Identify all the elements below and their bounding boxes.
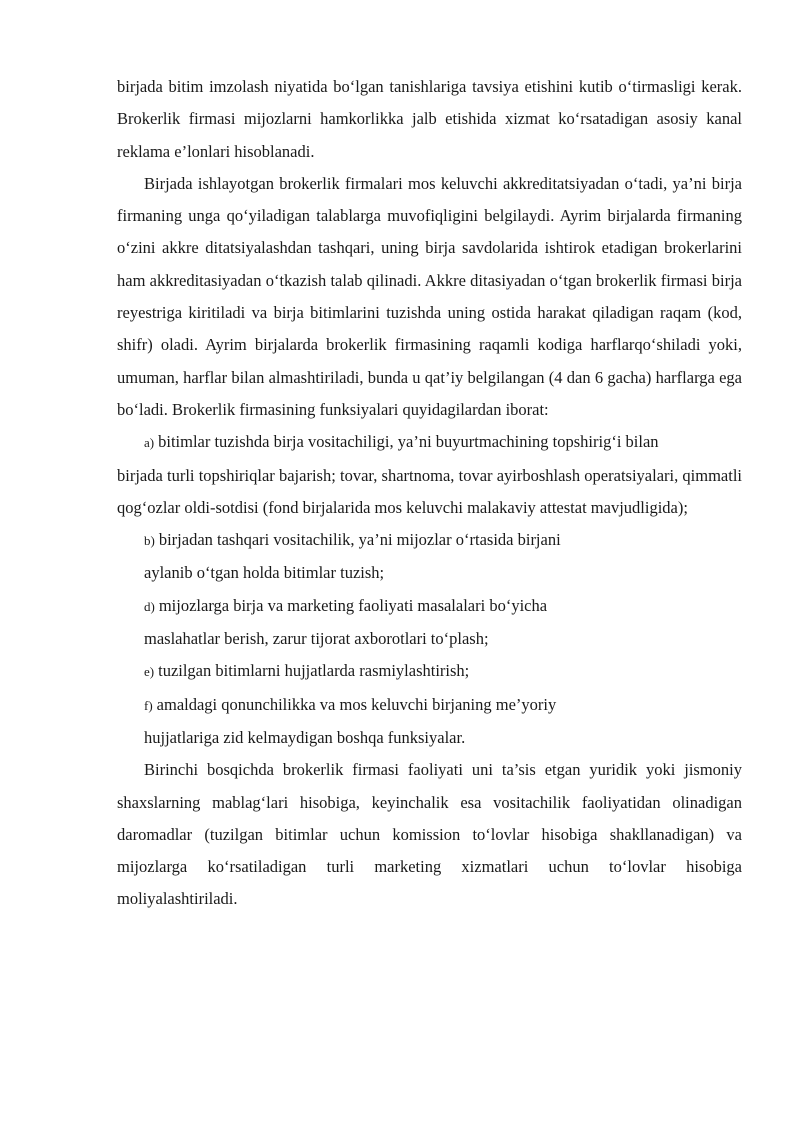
list-marker: e) [144, 664, 155, 680]
list-marker: b) [144, 533, 155, 549]
list-item-e [117, 655, 742, 688]
body-text [117, 71, 742, 916]
list-marker: a) [144, 435, 155, 451]
paragraph-accreditation: Birjada ishlayotgan brokerlik firmalari mos keluvchi akkreditatsiyadan o‘tadi, ya’ni birja firmaning unga qo‘yiladigan talablarga muvofiqligini belgilaydi. Ayrim birjalarda firmaning o‘zini akkre ditatsiyalashdan tashqari, uning birja savdolarida ishtirok etadigan brokerlarini ham akkreditasiyadan o‘tkazish talab qilinadi. Akkre ditasiyadan o‘tgan brokerlik firmasi birja reyestriga kiritiladi va birja bitimlarini tuzishda uning ostida harakat qiladigan raqam (kod, shifr) oladi. Ayrim birjalarda brokerlik firmasining raqamli kodiga harflarqo‘shiladi yoki, umuman, harflar bilan almashtiriladi, bunda u qat’iy belgilangan (4 dan 6 gacha) harflarga ega bo‘ladi. Brokerlik firmasining funksiyalari quyidagilardan iborat: [117, 173, 742, 419]
list-item-f-first-line: amaldagi qonunchilikka va mos keluvchi birjaning me’yoriy [156, 694, 557, 714]
list-item-a-first-line: bitimlar tuzishda birja vositachiligi, ya’ni buyurtmachining topshirig‘i bilan [158, 432, 659, 452]
list-item-b-first-line: birjadan tashqari vositachilik, ya’ni mijozlar o‘rtasida birjani [158, 530, 561, 550]
list-marker: f) [144, 697, 153, 713]
list-marker: d) [144, 598, 155, 614]
list-item-a [117, 426, 742, 524]
list-item-b-second-line: aylanib o‘tgan holda bitimlar tuzish; [144, 563, 385, 583]
list-item-a-rest: birjada turli topshiriqlar bajarish; tovar, shartnoma, tovar ayirboshlash operatsiyalari, qimmatli qog‘ozlar oldi-sotdisi (fond birjalarida mos keluvchi malakaviy attestat mavjudligida); [117, 465, 742, 517]
paragraph-financing: Birinchi bosqichda brokerlik firmasi faoliyati uni ta’sis etgan yuridik yoki jismoniy shaxslarning mablag‘lari hisobiga, keyinchalik esa vositachilik faoliyatidan olinadigan daromadlar (tuzilgan bitimlar uchun komission to‘lovlar hisobiga shakllanadigan) va mijozlarga ko‘rsatiladigan turli marketing xizmatlari uchun to‘lovlar hisobiga moliyalashtiriladi. [117, 760, 742, 909]
list-item-d [117, 590, 742, 656]
paragraph-intro: birjada bitim imzolash niyatida bo‘lgan tanishlariga tavsiya etishini kutib o‘tirmasligi kerak. Brokerlik firmasi mijozlarni hamkorlikka jalb etishida xizmat ko‘rsatadigan asosiy kanal reklama e’lonlari hisoblanadi. [117, 77, 742, 161]
list-item-f-second-line: hujjatlariga zid kelmaydigan boshqa funksiyalar. [144, 727, 466, 747]
list-item-d-second-line: maslahatlar berish, zarur tijorat axborotlari to‘plash; [144, 629, 489, 649]
list-item-f [117, 689, 742, 755]
list-item-b [117, 524, 742, 590]
list-item-d-first-line: mijozlarga birja va marketing faoliyati masalalari bo‘yicha [158, 595, 548, 615]
list-item-e-first-line: tuzilgan bitimlarni hujjatlarda rasmiylashtirish; [158, 661, 470, 681]
